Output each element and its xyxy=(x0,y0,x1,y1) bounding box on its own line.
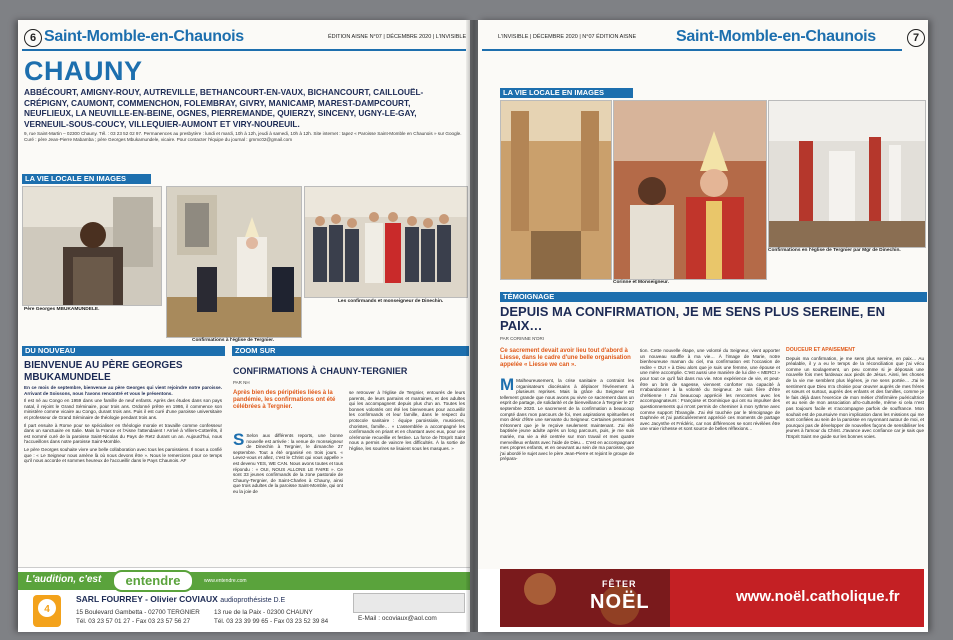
dropcap-s: S xyxy=(233,430,245,449)
ad-phone-chauny: Tél. 03 23 39 99 65 - Fax 03 23 52 39 84 xyxy=(214,618,329,625)
nouveau-title: BIENVENUE AU PÈRE GEORGES MBUKAMUNDELE xyxy=(24,360,183,383)
zoom-col-1 xyxy=(233,430,343,563)
zoom-byline: PAR NH xyxy=(233,380,250,385)
section-temoignage: TÉMOIGNAGE xyxy=(500,292,927,302)
photo-section-title-right: LA VIE LOCALE EN IMAGES xyxy=(500,88,633,98)
header-rule-right xyxy=(482,49,902,51)
dropcap-m: M xyxy=(500,375,515,394)
temoignage-byline: PAR CORINNE N'DRI xyxy=(500,336,545,341)
caption-confirmation-altar: Confirmations en l'église de Tergnier par Mgr de Dinechin. xyxy=(768,248,901,253)
nouveau-p2: Il part ensuite à Rome pour se spécialiser en théologie morale et travaille comme confesseur dans un sanctuaire en Italie. Mais la France et l'Aisne l'attendaient ! Arrivé à Villers-Cotterêts, il est nommé curé de la paroisse Saint-Nicolas du Pays de Retz durant un an. Aujourd'hui, nous l'accueillons dans notre paroisse Saint-Momble. xyxy=(24,422,222,445)
nouveau-p1: Il est né au Congo en 1959 dans une famille de neuf enfants. Après des études dans son pays natal, il rejoint le Grand Séminaire, pour trois ans. Ordonné prêtre en 1986, il commence son ministère comme vicaire au Congo, durant trois ans. Puis il est curé d'une paroisse universitaire et professeur de Grand Séminaire de théologie pendant trois ans. xyxy=(24,398,222,420)
photo-group-confirmands xyxy=(304,186,468,298)
ad-partner-logos xyxy=(353,593,465,613)
audition-ad xyxy=(18,567,470,632)
parish-name: CHAUNY xyxy=(24,56,143,86)
photo-section-title-left: LA VIE LOCALE EN IMAGES xyxy=(22,174,151,184)
photo-confirmation-altar xyxy=(768,100,926,248)
edition-left: ÉDITION AISNE N°07 | DÉCEMBRE 2020 | L'INVISIBLE xyxy=(328,34,467,40)
page-number-left: 6 xyxy=(24,29,42,47)
zoom-col-2: se retrouver à l'église de Tergnier, entourés de leurs parents, de leurs parrains et marraines, et des adultes qui les accompagnent depuis plus d'un an. Toutes les bonnes volontés ont été les bienvenues pour accueillir les confirmands et leur famille, dans le respect du protocole sanitaire : équipe paroissiale, musiciens, choristes, famille… « L'assemblée a accompagné les confirmands en priant et en chantant avec eux, pour une cérémonie recueillie et festive. La force de l'Esprit Saint nous a permis de vaincre les difficultés. À la sortie de l'église, les sourires se lisaient sous les masques. » xyxy=(349,390,465,451)
noel-ad xyxy=(478,569,928,632)
left-page xyxy=(18,20,470,632)
parish-contact: 9, rue Saint-Martin – 02300 Chauny. Tél. : 03 23 52 02 97. Permanences au presbytère : lundi et mardi, 10h à 12h, jeudi à samedi, 10h à 12h. Site internet : tapez « Paroisse Saint-Momble en Chaunois » sur Google. Curé : père Jean-Pierre Mabamba ; père Georges Mbukamundele, vicaire. Pour contacter l'équipe du journal : gmmc02@gmail.com xyxy=(24,131,462,142)
caption-confirmations-church: Confirmations à l'église de Tergnier. xyxy=(192,338,275,343)
photo-pere-georges xyxy=(22,186,162,306)
header-title-left: Saint-Momble-en-Chaunois xyxy=(44,28,244,45)
ad-company: SARL FOURREY - Olivier COVIAUX audioprothésiste D.E xyxy=(76,594,286,604)
photo-church-interior xyxy=(500,100,612,280)
nouveau-p3: Le père Georges souhaite vivre une belle collaboration avec tous les paroissiens. Il nous a confié que : « Le Seigneur nous amène là où nous devons être ». Nous le remercions pour ce temps qu'il nous accorde et sommes heureux de l'accueillir dans le Pays Chaunois. AF xyxy=(24,446,222,464)
section-zoom-sur: ZOOM SUR xyxy=(232,346,469,356)
edition-right: L'INVISIBLE | DÉCEMBRE 2020 | N°07 ÉDITION AISNE xyxy=(498,34,637,40)
ad-address-tergnier: 15 Boulevard Gambetta - 02700 TERGNIER xyxy=(76,609,200,616)
caption-group-confirmands: Les confirmands et monseigneur de Dinechin. xyxy=(338,299,444,304)
header-rule-left xyxy=(22,49,466,51)
parish-block xyxy=(24,56,462,143)
caption-corinne-bishop: Corinne et Monseigneur. xyxy=(613,280,669,285)
section-du-nouveau: DU NOUVEAU xyxy=(22,346,225,356)
right-page xyxy=(478,20,928,632)
noel-ad-line2: NOËL xyxy=(590,591,650,613)
temoignage-subhead: DOUCEUR ET APAISEMENT xyxy=(786,347,856,353)
zoom-intro: Après bien des péripéties liées à la pandémie, les confirmations ont été célébrées à Tergnier. xyxy=(233,390,336,411)
ad-slogan: L'audition, c'est xyxy=(26,574,102,585)
noel-ad-line1: FÊTER xyxy=(602,579,637,589)
ad-brand-logo: entendre xyxy=(112,570,194,592)
village-list: ABBÉCOURT, AMIGNY-ROUY, AUTREVILLE, BETHANCOURT-EN-VAUX, BICHANCOURT, CAILLOUËL-CRÉPIGNY, CAUMONT, COMMENCHON, FOLEMBRAY, GIVRY, MANICAMP, MAREST-DAMPCOURT, NEUFLIEUX, LA NEUVILLE-EN-BEINE, OGNES, PIERREMANDE, QUIERZY, SINCENY, UGNY-LE-GAY, VERNEUIL-SOUS-COUCY, VILLEQUIER-AUMONT ET VIRY-NOUREUIL. xyxy=(24,87,424,129)
ad-brand-url: www.entendre.com xyxy=(204,578,247,584)
temoignage-title: DEPUIS MA CONFIRMATION, JE ME SENS PLUS SEREINE, EN PAIX… xyxy=(500,304,885,333)
ad-address-chauny: 13 rue de la Paix - 02300 CHAUNY xyxy=(214,609,313,616)
svg-text:4: 4 xyxy=(44,604,50,615)
noel-ad-url: www.noël.catholique.fr xyxy=(736,588,900,605)
nouveau-lead: En ce mois de septembre, bienvenue au père Georges qui vient rejoindre notre paroisse. Arrivant de Soissons, nous l'avons rencontré et vous le présentons. xyxy=(24,385,222,396)
photo-corinne-bishop xyxy=(613,100,767,280)
page-number-right: 7 xyxy=(907,29,925,47)
temoignage-col-1 xyxy=(500,375,634,564)
temoignage-col-2: tion. Cette nouvelle étape, une volonté du Seigneur, vient apporter un nouveau souffle à ma vie… À l'image de Marie, notre bienheureuse maman du ciel, ma confirmation est l'occasion de redire « OUI » à Dieu alors que je suis une femme, une épouse et une mère accomplie. C'est aussi une manière de lui dire « MERCI » pour tout ce qu'il fait dans ma vie. Mon expérience de vie, et peut-être un brin de sagesse, viennent conforter ma capacité à m'abandonner à la volonté du Seigneur. Je suis fière d'être chrétienne ! J'ai beaucoup apprécié les rencontres avec les accompagnateurs : Françoise et Dominique qui ont su impulser des questionnements qui m'ont permis de cheminer à mon rythme avec comme support l'Évangile. J'ai été touchée par le témoignage de Daphnée et j'ai particulièrement apprécié ces moments de partage avec Jacynthe et Frédéric, car nos différences se sont révélées être une vraie richesse et sont source de belles réflexions… xyxy=(640,348,780,432)
temoignage-col-1-text: Malheureusement, la crise sanitaire a contraint les organisateurs diocésains à déplacer l'événement à plusieurs reprises. Mais la grâce du Seigneur est tellement grande que nous avons pu vivre ce sacrement dans un esprit de partage, de solidarité et de bienveillance à Tergnier le 27 septembre 2020. Le sacrement de la confirmation a beaucoup compté dans mon parcours de foi, mes aspirations spirituelles et mon désir d'être une servante du Seigneur. Certaines personnes s'étonnent que je le reçoive seulement maintenant. J'ai été baptisée jeune adulte après un long parcours, puis, je me suis mariée, ma vie a été centrée sur mon travail et mes quatre merveilleux enfants avec l'aide de Dieu… C'est en accompagnant mes propres enfants, et en oeuvrant au sein de ma paroisse, que j'ai abordé le sujet avec le père Jean-Pierre et rejoint le groupe de prépara- xyxy=(500,378,634,462)
ad-email: E-Mail : ocoviaux@aol.com xyxy=(358,615,437,622)
zoom-title: CONFIRMATIONS À CHAUNY-TERGNIER xyxy=(233,366,408,376)
caption-pere-georges: Père Georges MBUKAMUNDELE. xyxy=(24,307,100,312)
zoom-col-1-text: Selon aux différents reports, une bonne nouvelle est arrivée : la venue de monseigneur de Dinechin à Tergnier, le dimanche 27 septembre. Tout a été organisé en trois jours. « Levez-vous et allez, c'est le Christ qui vous appelle » est devenu YES, WE CAN. Nous avons toutes et tous répondu : « OUI, NOUS ALLONS LE FAIRE ». Ce sont 33 jeunes confirmands de la zone pastorale de Chauny-Tergnier, de Saint-Charles à Chauny, ainsi que trois adultes de la paroisse Saint-Momble, qui ont eu la joie de xyxy=(233,433,343,494)
temoignage-col-3-text: Depuis ma confirmation, je me sens plus sereine, en paix… Au préalable, il y a eu le temps de la réconciliation que j'ai vécu comme un soulagement, un peu comme si je déposais une nouvelle fois mes fardeaux aux pieds de Jésus. Ainsi, les choses de la vie me semblent plus légères, je me sens portée… J'ai le sentiment que Dieu m'a choisie pour œuvrer auprès de mes frères et sœurs et surtout, auprès des enfants et des familles, comme je le fais déjà dans l'exercice de mon métier d'infirmière puéricultrice et au sein de mon association afro-culturelle, même si cela n'est pas toujours facile et s'accompagne parfois de souffrance. Mon souhait est de poursuivre mon implication dans les missions qui me sont confiées au sein de la paroisse en rayonnant autour de moi, et pourquoi pas de développer de nouvelles façons de sensibiliser les jeunes à l'amour du Christ. J'avance avec confiance car je sais que l'Esprit Saint me guide sur les bonnes voies. xyxy=(786,355,924,439)
header-title-right: Saint-Momble-en-Chaunois xyxy=(676,28,876,45)
temoignage-col-3 xyxy=(786,348,924,564)
nouveau-body xyxy=(24,385,222,563)
audition-shop-logo xyxy=(32,594,62,628)
temoignage-intro: Ce sacrement devait avoir lieu tout d'abord à Liesse, dans le cadre d'une belle organisation appelée « Liesse we can ». xyxy=(500,348,631,369)
ad-phone-tergnier: Tél. 03 23 57 01 27 - Fax 03 23 57 56 27 xyxy=(76,618,191,625)
photo-confirmations-church xyxy=(166,186,302,338)
